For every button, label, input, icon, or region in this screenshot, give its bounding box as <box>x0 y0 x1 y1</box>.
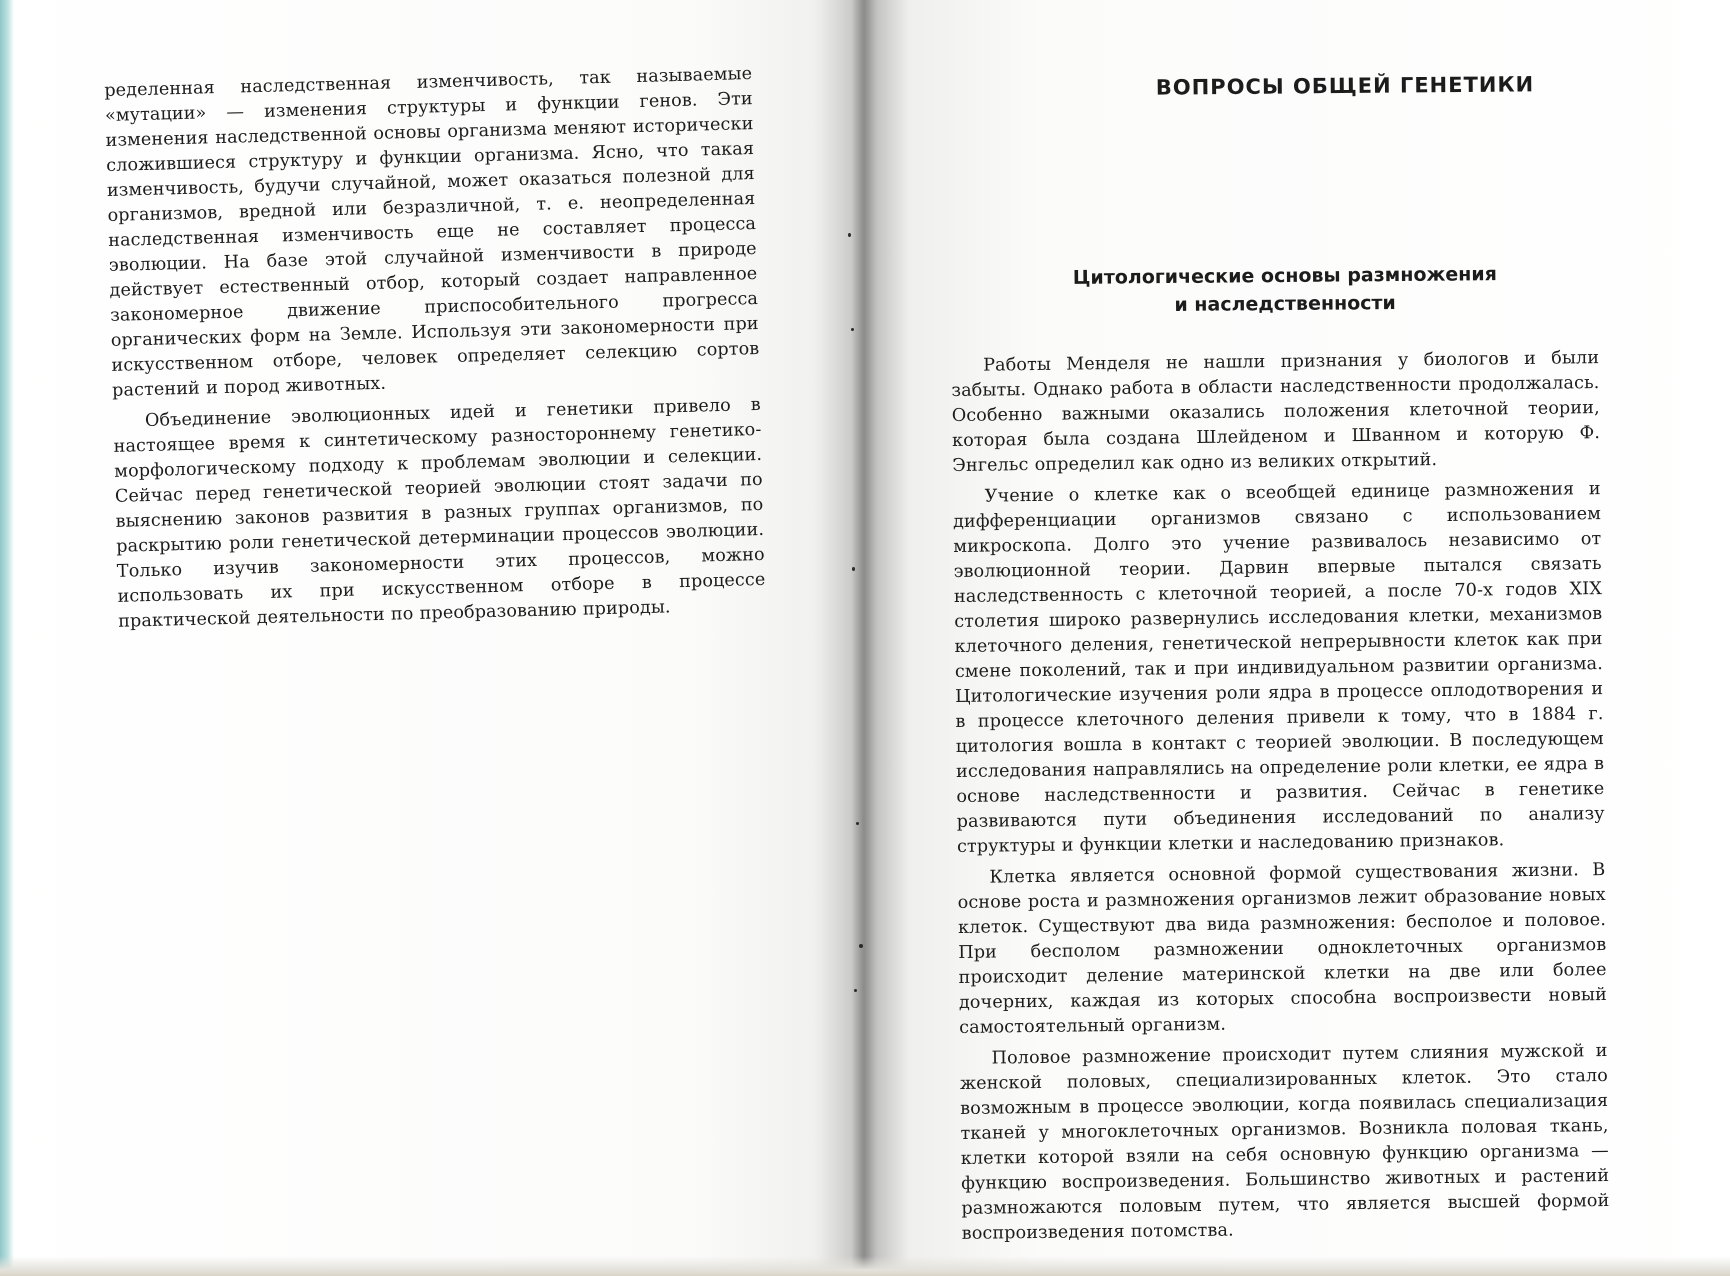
right-paragraph-4: Половое размножение происходит путем слияния мужской и женской половых, специализированных клеток. Это стало возможным в процессе эволюции, когда появилась специализация тканей у многоклеточных организмов. Возникла половая ткань, клетки которой взяли на себя основную функцию организма — функцию воспроизведения. Большинство животных и растений размножаются половым путем, что является высшей формой воспроизведения потомства. <box>959 1041 1610 1244</box>
chapter-title-line-2: и наследственности <box>1174 292 1396 316</box>
scan-speck <box>848 233 851 237</box>
scan-speck <box>851 328 854 331</box>
right-paragraph-3: Клетка является основной формой существования жизни. В основе роста и размножения организмов лежит образование новых клеток. Существуют два вида размножения: бесполое и половое. При бесполом размножении одноклеточных организмов происходит деление материнской клетки на две или более дочерних, каждая из которых способна воспроизвести новый самостоятельный организм. <box>957 860 1608 1038</box>
scan-speck <box>854 989 857 992</box>
left-paragraph-1: ределенная наследственная изменчивость, так называемые «мутации» — изменения структуры и функции генов. Эти изменения наследственной основы организма меняют исторически сложившиеся структуру и функции организма. Ясно, что такая изменчивость, будучи случайной, может оказаться полезной для организмов, вредной или безразличной, т. е. неопределенная наследственная изменчивость еще не составляет процесса эволюции. На базе этой случайной изменчивости в природе действует естественный отбор, который создает направленное закономерное движение приспособительного прогресса органических форм на Земле. Используя эти закономерности при искусственном отборе, человек определяет селекцию сортов растений и пород животных. <box>104 64 760 401</box>
right-paragraph-1: Работы Менделя не нашли признания у биологов и были забыты. Однако работа в области наследственности продолжалась. Особенно важными оказались положения клеточной теории, которая была создана Шлейденом и Шванном и которую Ф. Энгельс определил как одно из великих открытий. <box>951 348 1601 476</box>
right-page-text <box>951 346 1610 1253</box>
right-paragraph-2: Учение о клетке как о всеобщей единице размножения и дифференциации организмов связано с использованием микроскопа. Долго это учение развивалось независимо от эволюционной теории. Дарвин впервые пытался связать наследственность с клеточной теорией, а после 70-х годов XIX столетия широко развернулись исследования клетки, механизмов клеточного деления, генетической непрерывности клеток как при смене поколений, так и при индивидуальном развитии организма. Цитологические изучения роли ядра в процессе оплодотворения и в процессе клеточного деления привели к тому, что в 1884 г. цитология вошла в контакт с теорией эволюции. В последующем исследования направлялись на определение роли клетки, ее ядра в основе наследственности и развития. Сейчас в генетике развиваются пути объединения исследований по анализу структуры и функции клетки и наследованию признаков. <box>952 479 1605 857</box>
running-header: ВОПРОСЫ ОБЩЕЙ ГЕНЕТИКИ <box>1155 72 1535 100</box>
page-edge-bottom <box>0 1256 1730 1276</box>
chapter-title-line-1: Цитологические основы размножения <box>1072 263 1497 289</box>
scan-speck <box>852 567 855 571</box>
left-page <box>0 0 860 1276</box>
scan-speck <box>856 822 859 825</box>
right-page <box>865 0 1730 1276</box>
scan-speck <box>859 944 863 948</box>
chapter-title <box>1025 260 1545 321</box>
left-page-text <box>104 62 766 641</box>
left-paragraph-2: Объединение эволюционных идей и генетики привело в настоящее время к синтетическому разностороннему генетико-морфологическому подходу к проблемам эволюции и селекции. Сейчас перед генетической теорией эволюции стоят задачи по выяснению законов развития в разных группах организмов, по раскрытию роли генетической детерминации процессов эволюции. Только изучив закономерности этих процессов, можно использовать их при искусственном отборе в процессе практической деятельности по преобразованию природы. <box>113 394 766 632</box>
